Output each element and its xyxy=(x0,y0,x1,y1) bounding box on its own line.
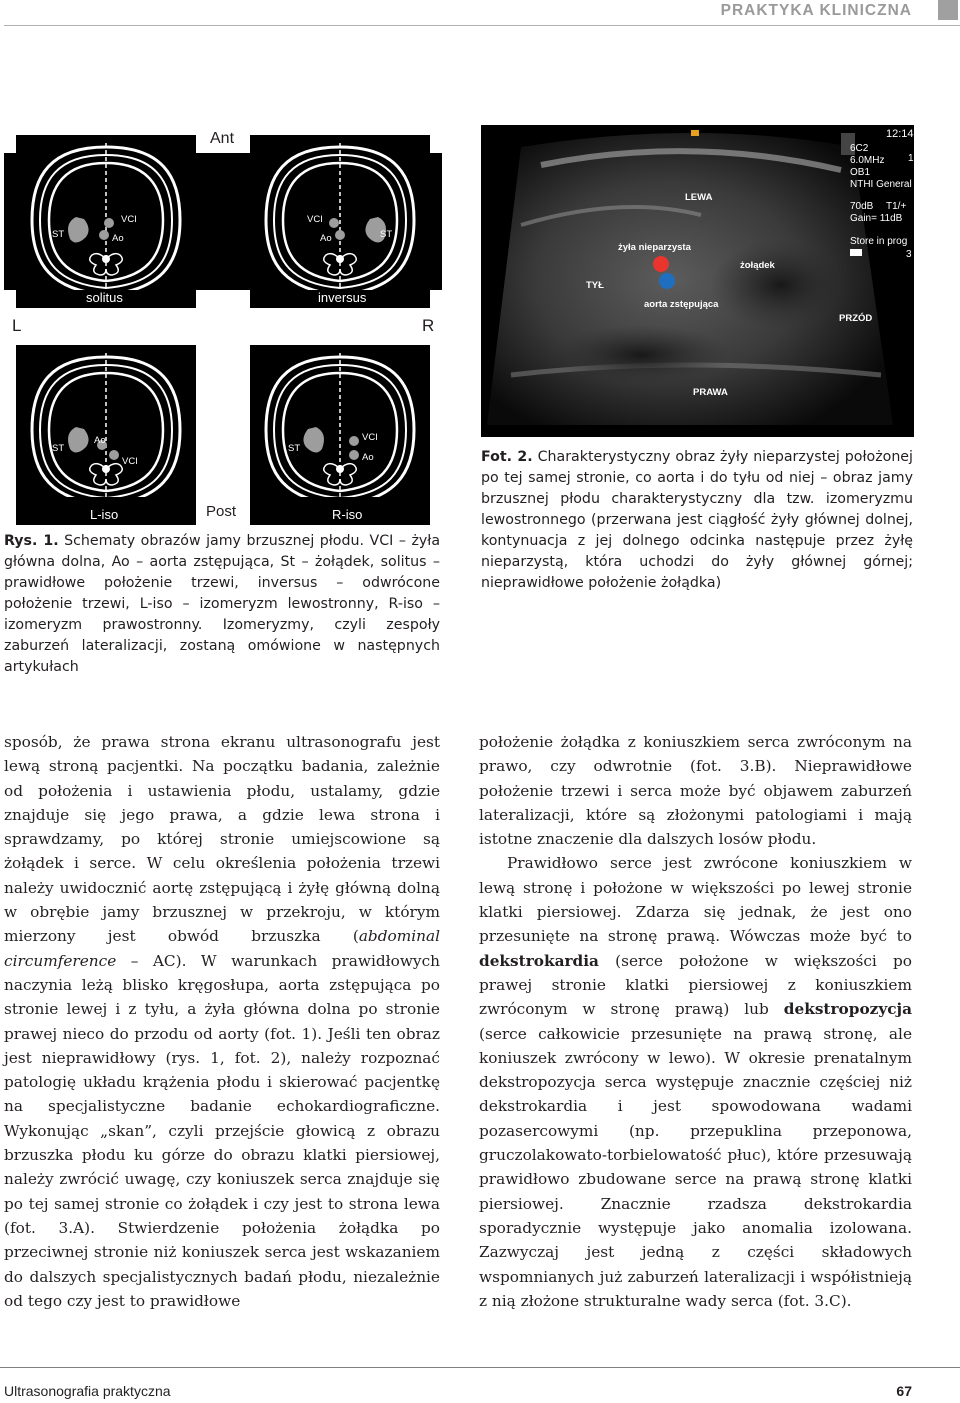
us-label-zyla: żyła nieparzysta xyxy=(618,242,691,253)
figure-2-ultrasound xyxy=(481,125,914,437)
us-probe: 6C2 xyxy=(850,143,869,154)
us-label-lewa: LEWA xyxy=(685,192,713,203)
footer-rule xyxy=(0,1367,960,1368)
us-gain: Gain= 11dB xyxy=(850,213,903,224)
label-left: L xyxy=(12,316,22,335)
label-vci-solitus: VCI xyxy=(121,214,137,225)
figure-2-caption xyxy=(481,447,913,594)
paragraph: sposób, że prawa strona ekranu ultrasonografu jest lewą stroną pacjentki. Na początku badania, zależnie od położenia i ustawienia płodu, ustalamy, gdzie znajduje się jego prawa, a gdzie lewa strona i sprawdzamy, po której stronie umiejscowione są żołądek i serce. W celu określenia położenia trzewi należy uwidocznić aortę zstępującą i żyłę główną dolną w obrębie jamy brzusznej w przekroju, w którym mierzony jest obwód brzuszka (abdominal circumference – AC). W warunkach prawidłowych naczynia leżą blisko kręgosłupa, aorta zstępująca po stronie lewej i z tyłu, a żyła główna dolna po stronie prawej nieco do przodu od aorty (fot. 1). Jeśli ten obraz jest nieprawidłowy (rys. 1, fot. 2), należy rozpoznać patologię układu krążenia płodu i skierować pacjentkę na specjalistyczne badanie echokardiograficzne. Wykonując „skan”, czyli przejście głowicą z obrazu brzuszka płodu ku górze do obrazu klatki piersiowej, należy zwrócić uwagę, czy koniuszek serca znajduje się po tej samej stronie co żołądek i czy jest to strona lewa (fot. 3.A). Stwierdzenie położenia żołądka po przeciwnej stronie niż koniuszek serca jest wskazaniem do dalszych specjalistycznych badań płodu, niezależnie od tego czy jest to prawidłowe xyxy=(4,733,440,1310)
us-label-zoladek: żołądek xyxy=(740,260,775,271)
label-ao-inversus: Ao xyxy=(320,233,332,244)
us-time: 12:14 xyxy=(886,128,914,140)
page-number: 67 xyxy=(896,1383,912,1399)
label-ao-riso: Ao xyxy=(362,452,374,463)
us-db: 70dB xyxy=(850,201,874,212)
header-rule xyxy=(4,25,960,26)
label-liso: L-iso xyxy=(90,507,119,522)
figure-1-caption xyxy=(4,531,440,678)
paragraph: Prawidłowo serce jest zwrócone koniuszkiem w lewą stronę i położone w większości po lewej stronie klatki piersiowej. Zdarza się jednak, że jest ono przesunięte na stronę prawą. Wówczas może być to dekstrokardia (serce położone w większości po prawej stronie klatki piersiowej z koniuszkiem zwróconym w stronę prawą) lub dekstropozycja (serce całkowicie przesunięte na prawą stronę, ale koniuszek zwrócony w lewo). W okresie prenatalnym dekstropozycja serca występuje znacznie częściej niż dekstrokardia i jest spowodowana wadami pozasercowymi (np. przepuklina przeponowa, gruczolakowato-torbielowatość płuc), które przesuwają prawidłowo zbudowane serce na prawą stronę klatki piersiowej. Znacznie rzadsza dekstrokardia sporadycznie występuje jako anomalia izolowana. Zazwyczaj jest jedną z części składowych wspomnianych już zaburzeń lateralizacji i współistnieją z nią złożone strukturalne wady serca (fot. 3.C). xyxy=(479,854,912,1310)
label-vci-liso: VCI xyxy=(122,456,138,467)
body-column-left xyxy=(4,730,440,1313)
label-solitus: solitus xyxy=(86,290,123,305)
label-st-liso: ST xyxy=(52,443,65,454)
us-preset: NTHI General xyxy=(850,179,912,190)
aorta-marker xyxy=(659,273,675,289)
paragraph: położenie żołądka z koniuszkiem serca zwróconym na prawo, czy odwrotnie (fot. 3.B). Nieprawidłowe położenie trzewi i serca może być objawem zaburzeń lateralizacji, które są złożonymi patologiami i mają istotne znaczenie dla dalszych losów płodu. xyxy=(479,733,912,849)
label-ao-liso: Ao xyxy=(94,435,106,446)
figure-2-caption-label: Fot. 2. xyxy=(481,449,533,465)
label-ao-solitus: Ao xyxy=(112,233,124,244)
vein-marker xyxy=(653,256,669,272)
us-store: Store in prog xyxy=(850,236,908,247)
us-ob: OB1 xyxy=(850,167,871,178)
header-square-mark xyxy=(938,0,958,20)
label-ant: Ant xyxy=(210,130,235,147)
figure-1-diagram xyxy=(4,125,442,525)
figure-1-caption-text: Schematy obrazów jamy brzusznej płodu. VCI – żyła główna dolna, Ao – aorta zstępująca, St – żołądek, solitus – prawidłowe położenie trzewi, inversus – odwrócone położenie trzewi, L-iso – izomeryzm lewostronny, R-iso – izomeryzm prawostronny. Izomeryzmy, czyli zespoły zaburzeń lateralizacji, zostaną omówione w następnych artykułach xyxy=(4,533,441,675)
journal-name: Ultrasonografia praktyczna xyxy=(4,1383,171,1399)
label-vci-riso: VCI xyxy=(362,432,378,443)
us-label-aorta: aorta zstępująca xyxy=(644,299,719,310)
us-label-prawa: PRAWA xyxy=(693,387,728,398)
section-title: PRAKTYKA KLINICZNA xyxy=(720,2,912,19)
label-inversus: inversus xyxy=(318,290,367,305)
us-label-tyl: TYŁ xyxy=(586,280,604,291)
label-st-inversus: ST xyxy=(380,229,393,240)
label-vci-inversus: VCI xyxy=(307,214,323,225)
label-riso: R-iso xyxy=(332,507,363,522)
us-fps: 3 xyxy=(906,249,912,260)
body-column-right xyxy=(479,730,912,1313)
label-st-riso: ST xyxy=(288,443,301,454)
figure-2-caption-text: Charakterystyczny obraz żyły nieparzystej położonej po tej samej stronie, co aorta i do tyłu od niej – obraz jamy brzusznej płodu charakterystyczny dla tzw. izomeryzmu lewostronnego (przerwana jest ciągłość żyły głównej dolnej, kontynuacja z jej dolnego odcinka następuje przez żyłę nieparzystą, która uchodzi do żyły głównej górnej; nieprawidłowe położenie żołądka) xyxy=(481,449,913,591)
us-t: T1/+ xyxy=(886,201,907,212)
us-label-przod: PRZÓD xyxy=(839,313,873,324)
label-post: Post xyxy=(206,503,237,520)
figure-1-caption-label: Rys. 1. xyxy=(4,533,59,549)
us-freq: 6.0MHz xyxy=(850,155,885,166)
us-side-marker: 1 xyxy=(908,153,914,164)
label-right: R xyxy=(422,316,435,335)
label-st-solitus: ST xyxy=(52,229,65,240)
